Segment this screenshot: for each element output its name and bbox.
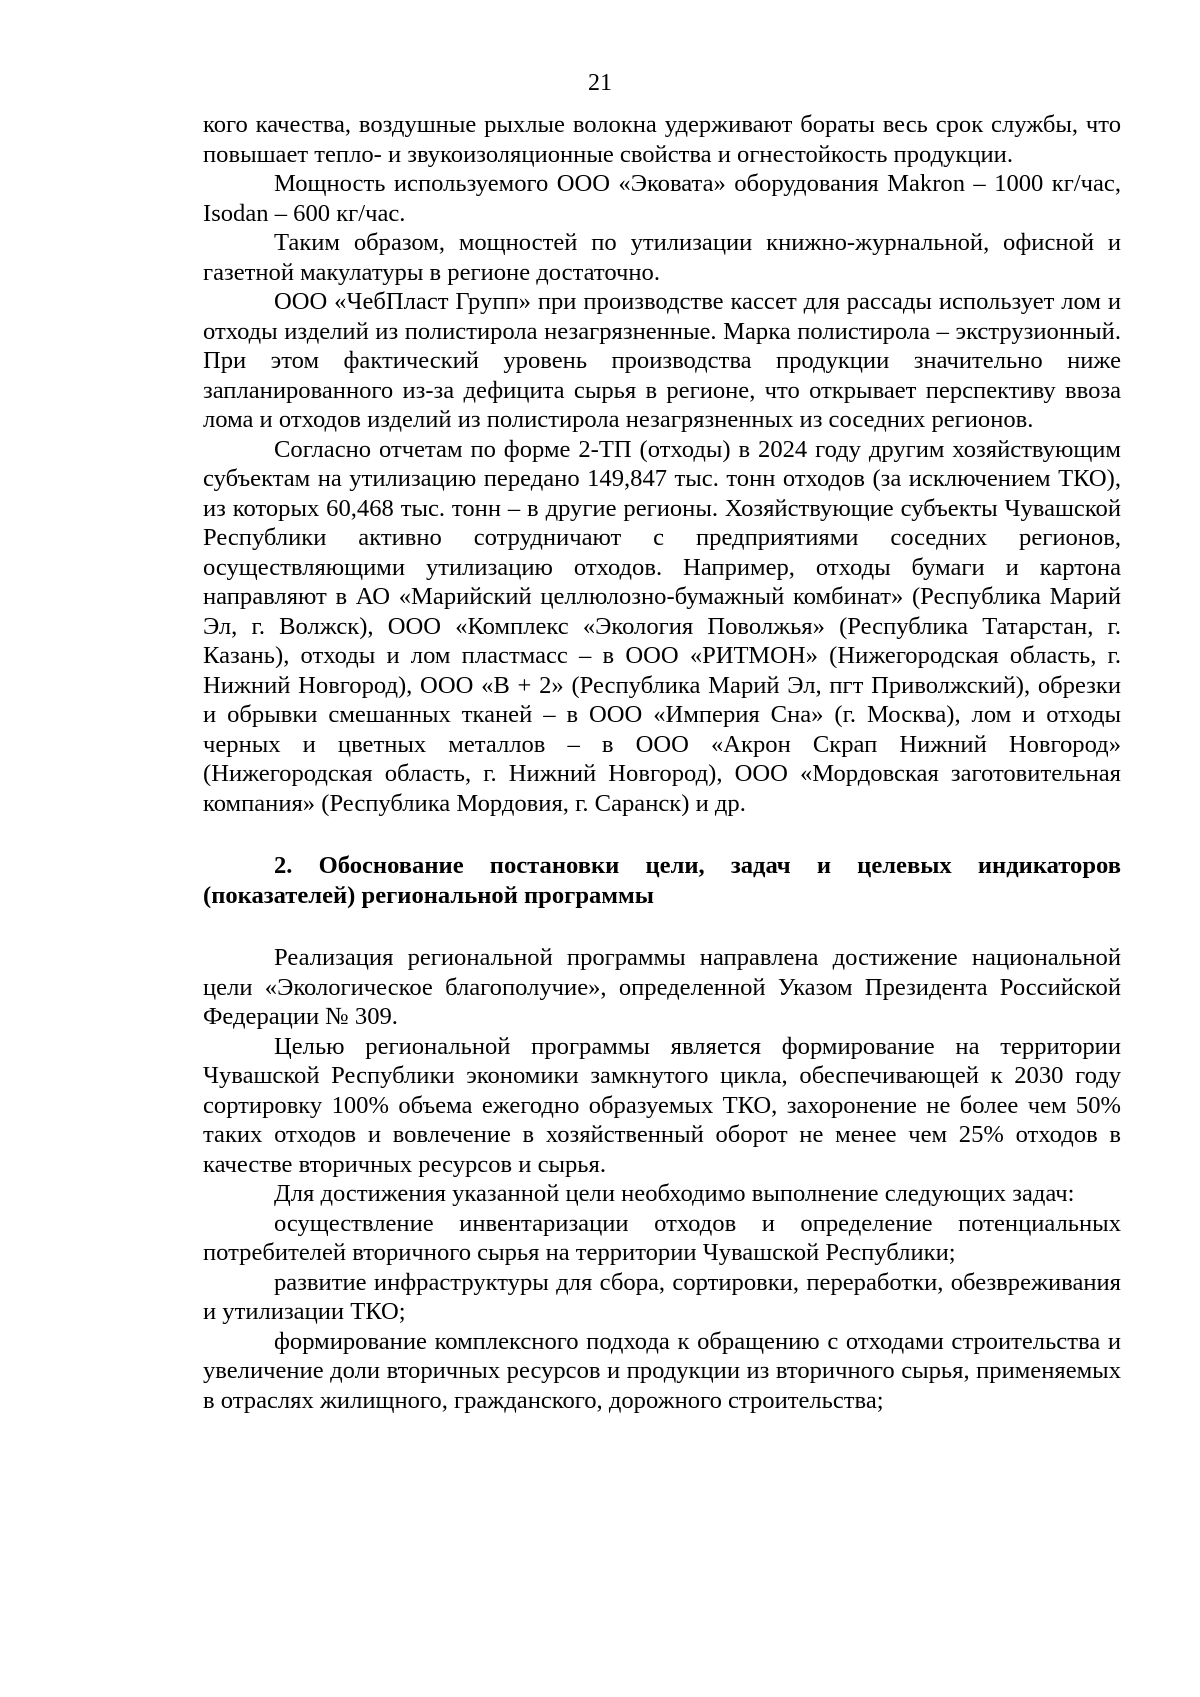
document-body (203, 110, 1121, 1415)
paragraph-program-purpose: Целью региональной программы является формирование на территории Чувашской Республики экономики замкнутого цикла, обеспечивающей к 2030 году сортировку 100% объема ежегодно образуемых ТКО, захоронение не более чем 50% таких отходов и вовлечение в хозяйственный оборот не менее чем 25% отходов в качестве вторичных ресурсов и сырья. (203, 1032, 1121, 1178)
task-item-inventory: осуществление инвентаризации отходов и определение потенциальных потребителей вторичного сырья на территории Чувашской Республики; (203, 1209, 1121, 1266)
task-item-construction-waste: формирование комплексного подхода к обращению с отходами строительства и увеличение доли вторичных ресурсов и продукции из вторичного сырья, применяемых в отраслях жилищного, гражданского, дорожного строительства; (203, 1327, 1121, 1414)
paragraph-equipment-capacity: Мощность используемого ООО «Эковата» оборудования Makron – 1000 кг/час, Isodan – 600 кг/час. (203, 170, 1121, 227)
paragraph-waste-paper-capacity: Таким образом, мощностей по утилизации книжно-журнальной, офисной и газетной макулатуры в регионе достаточно. (203, 229, 1121, 286)
section-heading: 2. Обоснование постановки цели, задач и целевых индикаторов (показателей) региональной программы (203, 852, 1121, 909)
paragraph-tasks-intro: Для достижения указанной цели необходимо выполнение следующих задач: (274, 1180, 1075, 1207)
paragraph-2tp-report: Согласно отчетам по форме 2-ТП (отходы) в 2024 году другим хозяйствующим субъектам на утилизацию передано 149,847 тыс. тонн отходов (за исключением ТКО), из которых 60,468 тыс. тонн – в другие регионы. Хозяйствующие субъекты Чувашской Республики активно сотрудничают с предприятиями соседних регионов, осуществляющими утилизацию отходов. Например, отходы бумаги и картона направляют в АО «Марийский целлюлозно-бумажный комбинат» (Республика Марий Эл, г. Волжск), ООО «Комплекс «Экология Поволжья» (Республика Татарстан, г. Казань), отходы и лом пластмасс – в ООО «РИТМОН» (Нижегородская область, г. Нижний Новгород), ООО «В + 2» (Республика Марий Эл, пгт Приволжский), обрезки и обрывки смешанных тканей – в ООО «Империя Сна» (г. Москва), лом и отходы черных и цветных металлов – в ООО «Акрон Скрап Нижний Новгород» (Нижегородская область, г. Нижний Новгород), ООО «Мордовская заготовительная компания» (Республика Мордовия, г. Саранск) и др. (203, 435, 1121, 817)
task-item-infrastructure: развитие инфраструктуры для сбора, сортировки, переработки, обезвреживания и утилизации ТКО; (203, 1268, 1121, 1325)
page-number: 21 (588, 70, 612, 96)
paragraph-continuation: кого качества, воздушные рыхлые волокна удерживают бораты весь срок службы, что повышает тепло- и звукоизоляционные свойства и огнестойкость продукции. (203, 111, 1121, 168)
paragraph-program-goal: Реализация региональной программы направлена достижение национальной цели «Экологическое благополучие», определенной Указом Президента Российской Федерации № 309. (203, 944, 1121, 1030)
paragraph-chebplast: ООО «ЧебПласт Групп» при производстве кассет для рассады использует лом и отходы изделий из полистирола незагрязненные. Марка полистирола – экструзионный. При этом фактический уровень производства продукции значительно ниже запланированного из-за дефицита сырья в регионе, что открывает перспективу ввоза лома и отходов изделий из полистирола незагрязненных из соседних регионов. (203, 288, 1121, 433)
